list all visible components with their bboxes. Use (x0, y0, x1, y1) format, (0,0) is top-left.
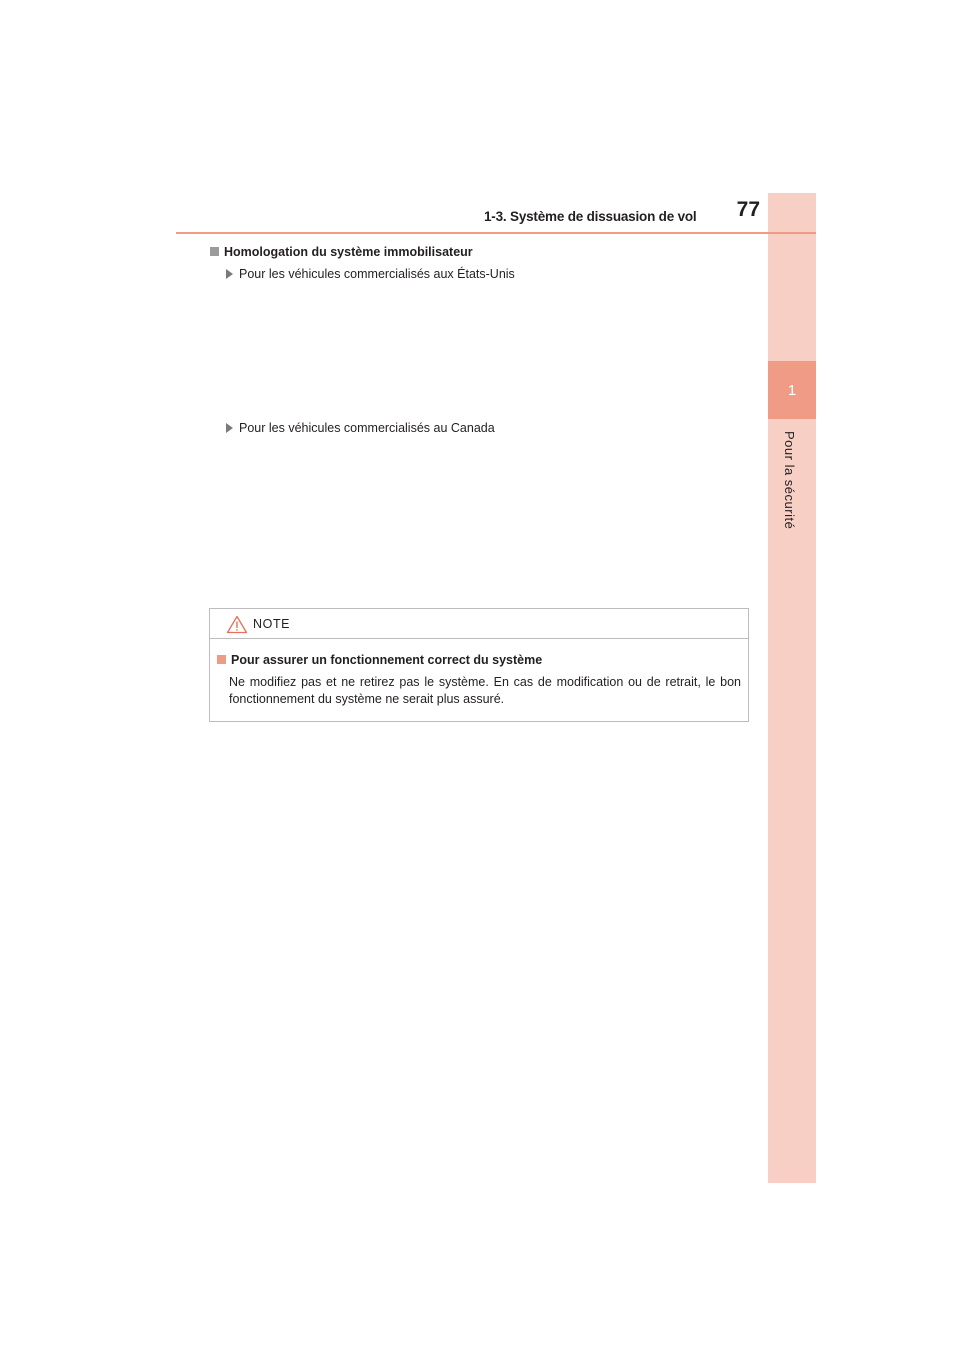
triangle-bullet-icon (226, 269, 233, 279)
section-heading (210, 245, 473, 259)
page-number: 77 (736, 198, 760, 221)
list-item (226, 267, 515, 281)
chapter-number: 1 (768, 361, 816, 419)
list-item-text: Pour les véhicules commercialisés aux États-Unis (239, 267, 515, 281)
note-body: Ne modifiez pas et ne retirez pas le système. En cas de modification ou de retrait, le bon fonctionnement du système ne serait plus assuré. (229, 675, 741, 706)
list-item-text: Pour les véhicules commercialisés au Canada (239, 421, 495, 435)
warning-triangle-icon (226, 615, 248, 634)
note-header (210, 609, 748, 639)
triangle-bullet-icon (226, 423, 233, 433)
square-bullet-icon (217, 655, 226, 664)
note-subheading (217, 653, 542, 667)
square-bullet-icon (210, 247, 219, 256)
side-chapter-tab (768, 193, 816, 1183)
note-label: NOTE (253, 617, 291, 631)
chapter-title: 1-3. Système de dissuasion de vol (484, 209, 697, 224)
note-box (209, 608, 749, 722)
note-subheading-text: Pour assurer un fonctionnement correct du système (231, 653, 543, 667)
header-divider (176, 232, 816, 234)
list-item (226, 421, 495, 435)
section-heading-text: Homologation du système immobilisateur (224, 245, 473, 259)
chapter-label: Pour la sécurité (782, 431, 797, 530)
